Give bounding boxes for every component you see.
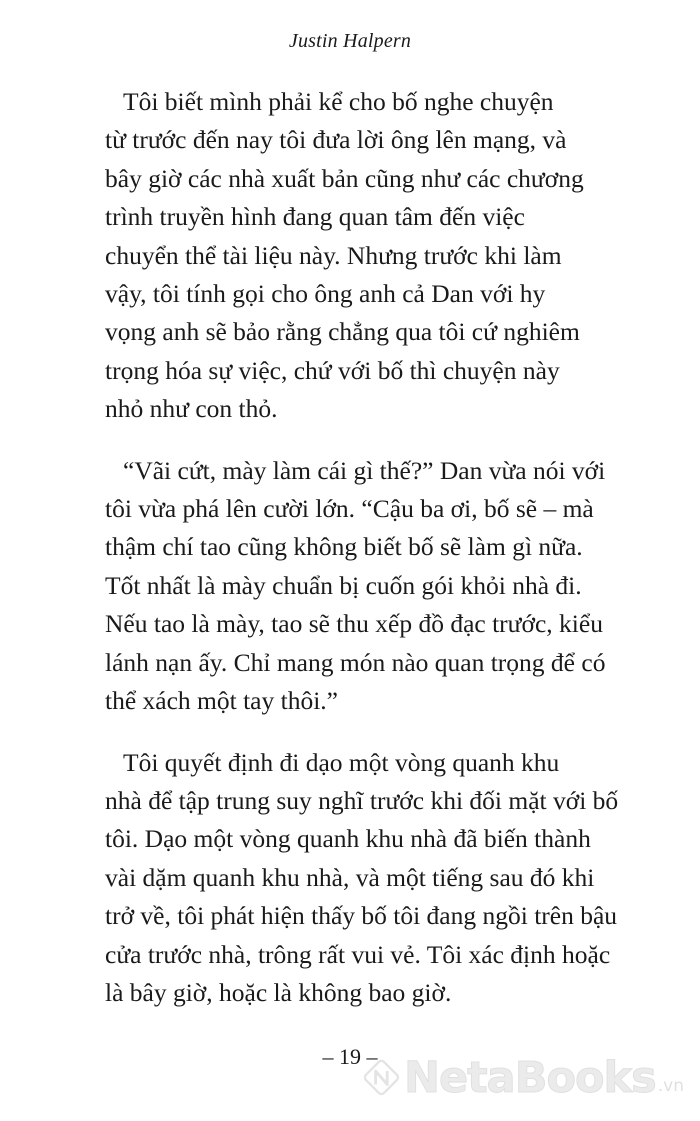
text-line: thậm chí tao cũng không biết bố sẽ làm gì nữa. (105, 532, 583, 562)
page-number: – 19 – (322, 1044, 378, 1069)
text-line: lánh nạn ấy. Chỉ mang món nào quan trọng để có (105, 647, 606, 677)
text-line: tôi. Dạo một vòng quanh khu nhà đã biến thành (105, 824, 591, 854)
netabooks-logo-icon (364, 1047, 400, 1109)
text-line: nhà để tập trung suy nghĩ trước khi đối mặt với bố (105, 785, 619, 815)
text-line: là bây giờ, hoặc là không bao giờ. (105, 977, 452, 1007)
running-head-author: Justin Halpern (288, 30, 412, 52)
watermark (364, 1046, 684, 1110)
text-line: vậy, tôi tính gọi cho ông anh cả Dan với hy (105, 279, 546, 309)
paragraph (105, 452, 623, 721)
body-text (105, 83, 623, 1035)
watermark-suffix: .vn (657, 1076, 684, 1096)
text-line: thể xách một tay thôi.” (105, 686, 338, 716)
paragraph (105, 83, 623, 429)
text-line: trở về, tôi phát hiện thấy bố tôi đang ngồi trên bậu (105, 901, 618, 931)
text-line: Tôi biết mình phải kể cho bố nghe chuyện (123, 87, 554, 116)
text-line: trình truyền hình đang quan tâm đến việc (105, 202, 525, 232)
text-line: vọng anh sẽ bảo rằng chẳng qua tôi cứ nghiêm (105, 317, 580, 347)
text-line: Tôi quyết định đi dạo một vòng quanh khu (123, 747, 560, 777)
text-line: Nếu tao là mày, tao sẽ thu xếp đồ đạc trước, kiểu (105, 609, 603, 639)
text-line: vài dặm quanh khu nhà, và một tiếng sau đó khi (105, 862, 595, 892)
text-line: Tốt nhất là mày chuẩn bị cuốn gói khỏi nhà đi. (105, 570, 582, 600)
paragraph (105, 744, 623, 1013)
text-line: bây giờ các nhà xuất bản cũng như các chương (105, 163, 584, 193)
text-line: chuyển thể tài liệu này. Nhưng trước khi làm (105, 240, 562, 270)
watermark-brand: NetaBooks (403, 1053, 656, 1103)
text-line: “Vãi cứt, mày làm cái gì thế?” Dan vừa nói với (123, 455, 606, 485)
text-line: từ trước đến nay tôi đưa lời ông lên mạng, và (105, 125, 567, 155)
text-line: trọng hóa sự việc, chứ với bố thì chuyện này (105, 355, 560, 385)
text-line: nhỏ như con thỏ. (105, 394, 278, 424)
text-line: tôi vừa phá lên cười lớn. “Cậu ba ơi, bố sẽ – mà (105, 494, 594, 524)
text-line: cửa trước nhà, trông rất vui vẻ. Tôi xác định hoặc (105, 939, 611, 969)
